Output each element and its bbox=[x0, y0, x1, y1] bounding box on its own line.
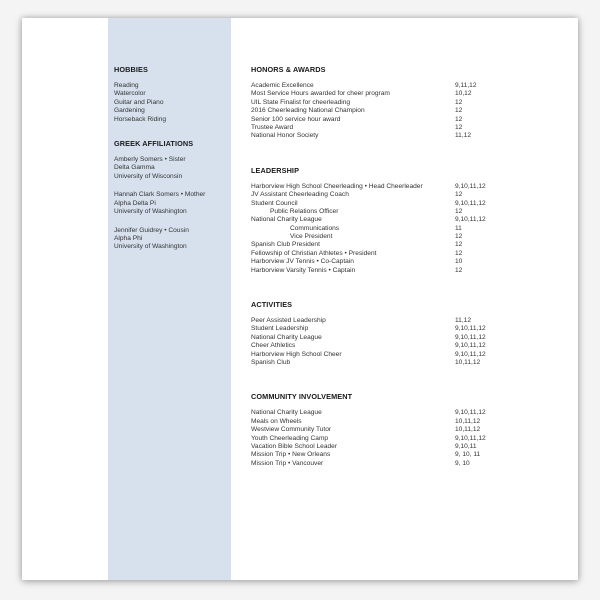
honors-row-label: Most Service Hours awarded for cheer program bbox=[251, 90, 390, 98]
activities-row-grades: 9,10,11,12 bbox=[455, 342, 486, 350]
community-row-label: Youth Cheerleading Camp bbox=[251, 434, 329, 442]
honors-row-label: UIL State Finalist for cheerleading bbox=[251, 98, 351, 106]
leadership-row-label: JV Assistant Cheerleading Coach bbox=[251, 191, 349, 199]
community-row-grades: 10,11,12 bbox=[455, 417, 481, 425]
community-row bbox=[251, 451, 551, 459]
main-column bbox=[251, 65, 551, 493]
hobbies-title: HOBBIES bbox=[114, 65, 148, 74]
activities-row-label: National Charity League bbox=[251, 333, 322, 341]
affiliation-line: Hannah Clark Somers • Mother bbox=[114, 191, 206, 199]
leadership-row-label: Student Council bbox=[251, 199, 298, 207]
affiliation-line: Alpha Phi bbox=[114, 235, 143, 243]
community-row-grades: 9,10,11 bbox=[455, 442, 477, 450]
affiliation-line: University of Washington bbox=[114, 208, 187, 216]
activities-row-label: Harborview High School Cheer bbox=[251, 350, 342, 358]
community-section bbox=[251, 392, 551, 468]
honors-row-grades: 12 bbox=[455, 107, 463, 115]
leadership-row-grades: 11 bbox=[455, 224, 462, 232]
community-list bbox=[251, 409, 551, 468]
leadership-row bbox=[251, 267, 551, 275]
activities-row-label: Peer Assisted Leadership bbox=[251, 317, 326, 325]
leadership-row bbox=[251, 216, 551, 224]
community-title: COMMUNITY INVOLVEMENT bbox=[251, 392, 353, 402]
hobby-item: Reading bbox=[114, 82, 139, 89]
community-row-grades: 9,10,11,12 bbox=[455, 409, 486, 417]
honors-row-grades: 11,12 bbox=[455, 132, 472, 140]
activities-row bbox=[251, 325, 551, 333]
activities-row bbox=[251, 334, 551, 342]
activities-row bbox=[251, 359, 551, 367]
honors-section bbox=[251, 65, 551, 141]
leadership-row-label: Public Relations Officer bbox=[270, 207, 339, 215]
affiliation-line: Alpha Delta Pi bbox=[114, 199, 156, 207]
affiliation-line: Jennifer Guidrey • Cousin bbox=[114, 226, 189, 234]
greek-affiliations-section bbox=[114, 139, 229, 252]
honors-row bbox=[251, 90, 551, 98]
honors-title: HONORS & AWARDS bbox=[251, 65, 326, 74]
honors-row bbox=[251, 107, 551, 115]
honors-row-grades: 10,12 bbox=[455, 90, 472, 98]
activities-row-label: Cheer Athletics bbox=[251, 342, 296, 350]
leadership-row-grades: 12 bbox=[455, 249, 463, 257]
honors-row-label: Senior 100 service hour award bbox=[251, 115, 341, 123]
hobby-item: Gardening bbox=[114, 107, 145, 115]
leadership-row-grades: 9,10,11,12 bbox=[455, 199, 486, 207]
leadership-row-label: National Charity League bbox=[251, 216, 322, 224]
honors-list bbox=[251, 82, 551, 141]
activities-row-grades: 9,10,11,12 bbox=[455, 333, 486, 341]
honors-row-grades: 12 bbox=[455, 123, 463, 131]
activities-title: ACTIVITIES bbox=[251, 300, 293, 310]
community-row-label: National Charity League bbox=[251, 409, 322, 417]
affiliation-group bbox=[114, 156, 229, 181]
leadership-row-grades: 12 bbox=[455, 191, 463, 199]
resume-page bbox=[22, 18, 578, 580]
community-row-label: Meals on Wheels bbox=[251, 417, 302, 425]
left-column bbox=[114, 65, 229, 267]
hobby-item: Horseback Riding bbox=[114, 115, 167, 123]
activities-row bbox=[251, 342, 551, 350]
leadership-row bbox=[251, 183, 551, 191]
leadership-title: LEADERSHIP bbox=[251, 165, 300, 175]
honors-row-grades: 9,11,12 bbox=[455, 82, 477, 89]
affiliation-line: University of Washington bbox=[114, 243, 187, 251]
honors-row-label: National Honor Society bbox=[251, 132, 319, 140]
honors-row-label: Trustee Award bbox=[251, 123, 294, 131]
affiliation-line: Amberly Somers • Sister bbox=[114, 155, 186, 163]
leadership-row bbox=[251, 225, 551, 233]
leadership-row bbox=[251, 200, 551, 208]
activities-row-grades: 9,10,11,12 bbox=[455, 325, 486, 333]
leadership-row bbox=[251, 241, 551, 249]
leadership-row bbox=[251, 258, 551, 266]
activities-row-label: Spanish Club bbox=[251, 358, 291, 366]
leadership-row-label: Harborview High School Cheerleading • Head Cheerleader bbox=[251, 182, 423, 190]
activities-row-grades: 11,12 bbox=[455, 317, 472, 325]
hobbies-section bbox=[114, 65, 229, 124]
leadership-row-label: Spanish Club President bbox=[251, 241, 320, 249]
hobby-item: Guitar and Piano bbox=[114, 98, 164, 106]
hobby-item: Watercolor bbox=[114, 90, 146, 98]
community-row-grades: 9, 10 bbox=[455, 459, 470, 467]
leadership-row-label: Fellowship of Christian Athletes • President bbox=[251, 249, 377, 257]
activities-list bbox=[251, 317, 551, 367]
leadership-row-label: Vice President bbox=[290, 233, 333, 241]
affiliation-line: Delta Gamma bbox=[114, 164, 155, 172]
greek-affiliations-title: GREEK AFFILIATIONS bbox=[114, 138, 194, 148]
leadership-list bbox=[251, 183, 551, 275]
community-row-grades: 9, 10, 11 bbox=[455, 451, 481, 459]
community-row bbox=[251, 460, 551, 468]
community-row-label: Mission Trip • Vancouver bbox=[251, 459, 324, 467]
leadership-row bbox=[251, 233, 551, 241]
leadership-row-grades: 12 bbox=[455, 207, 463, 215]
leadership-row-grades: 9,10,11,12 bbox=[455, 182, 486, 190]
community-row-grades: 9,10,11,12 bbox=[455, 434, 486, 442]
affiliation-line: University of Wisconsin bbox=[114, 172, 183, 180]
leadership-row-grades: 10 bbox=[455, 258, 463, 266]
honors-row bbox=[251, 132, 551, 140]
community-row-label: Vacation Bible School Leader bbox=[251, 442, 338, 450]
community-row-label: Westview Community Tutor bbox=[251, 426, 332, 434]
community-row bbox=[251, 443, 551, 451]
community-row bbox=[251, 426, 551, 434]
honors-row bbox=[251, 116, 551, 124]
honors-row-grades: 12 bbox=[455, 115, 463, 123]
leadership-row-label: Harborview JV Tennis • Co-Captain bbox=[251, 258, 354, 266]
community-row-grades: 10,11,12 bbox=[455, 426, 481, 434]
hobbies-list bbox=[114, 82, 229, 124]
community-row bbox=[251, 418, 551, 426]
activities-row-grades: 9,10,11,12 bbox=[455, 350, 486, 358]
honors-row-grades: 12 bbox=[455, 98, 463, 106]
activities-row-label: Student Leadership bbox=[251, 325, 309, 333]
honors-row bbox=[251, 124, 551, 132]
leadership-section bbox=[251, 166, 551, 275]
leadership-row-grades: 12 bbox=[455, 233, 463, 241]
honors-row bbox=[251, 99, 551, 107]
leadership-row-label: Harborview Varsity Tennis • Captain bbox=[251, 266, 356, 274]
community-row bbox=[251, 435, 551, 443]
leadership-row bbox=[251, 250, 551, 258]
activities-row bbox=[251, 351, 551, 359]
community-row-label: Mission Trip • New Orleans bbox=[251, 451, 331, 459]
leadership-row bbox=[251, 208, 551, 216]
leadership-row bbox=[251, 191, 551, 199]
leadership-row-grades: 12 bbox=[455, 266, 463, 274]
affiliation-group bbox=[114, 227, 229, 252]
activities-row bbox=[251, 317, 551, 325]
honors-row-label: 2016 Cheerleading National Champion bbox=[251, 107, 365, 115]
affiliation-group bbox=[114, 191, 229, 216]
leadership-row-label: Communications bbox=[290, 224, 340, 232]
honors-row bbox=[251, 82, 551, 90]
honors-row-label: Academic Excellence bbox=[251, 82, 314, 89]
leadership-row-grades: 9,10,11,12 bbox=[455, 216, 486, 224]
community-row bbox=[251, 409, 551, 417]
leadership-row-grades: 12 bbox=[455, 241, 463, 249]
activities-row-grades: 10,11,12 bbox=[455, 358, 481, 366]
activities-section bbox=[251, 300, 551, 367]
